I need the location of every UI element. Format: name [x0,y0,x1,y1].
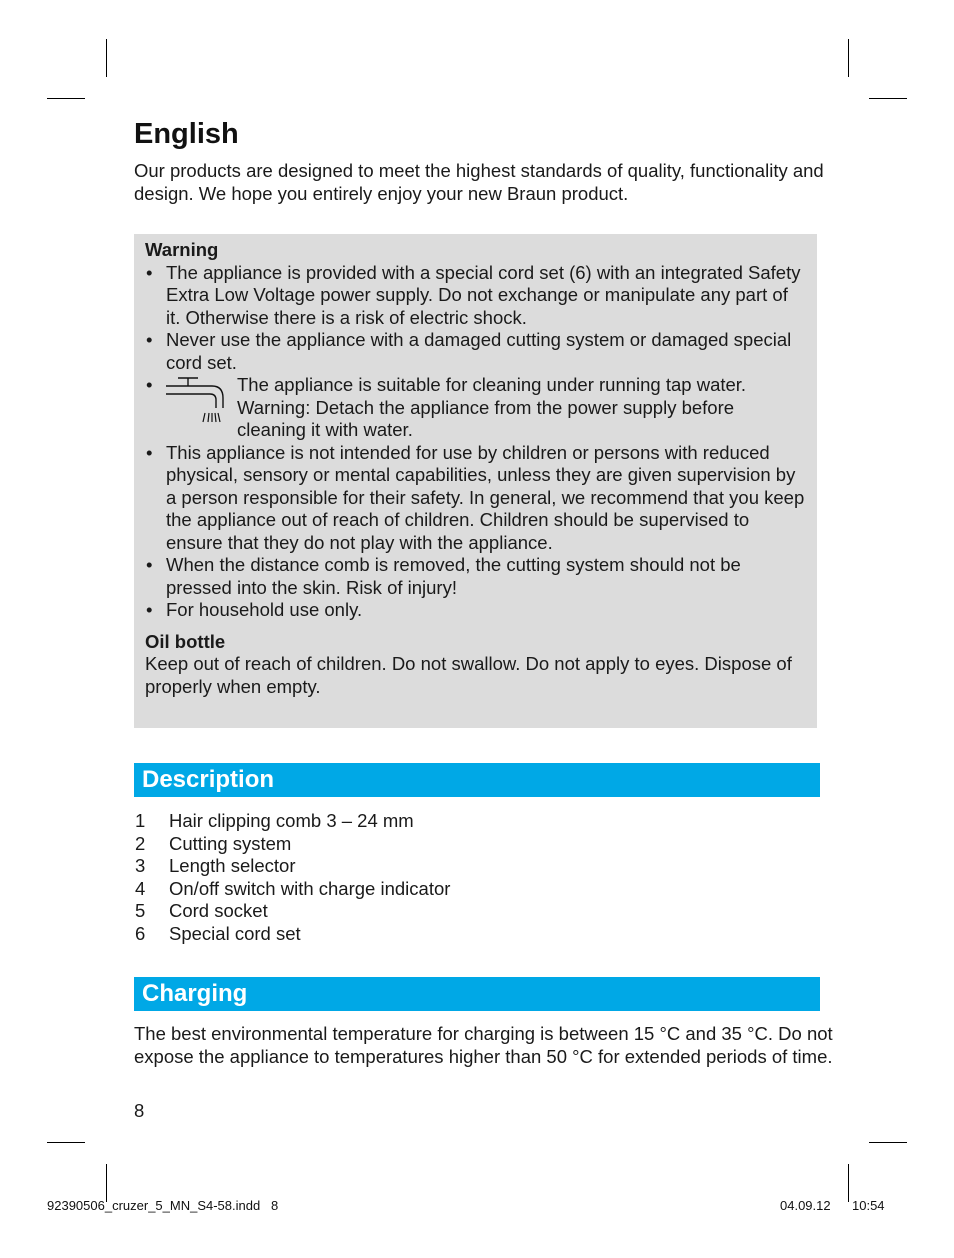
bullet: • [146,599,153,620]
item-number: 2 [135,832,146,854]
crop-mark-bottom-right-vertical [848,1164,849,1202]
oil-bottle-heading: Oil bottle [145,630,226,652]
item-label: Hair clipping comb 3 – 24 mm [169,810,414,831]
warning-item [145,554,807,599]
bullet: • [146,554,153,575]
warning-item-text: This appliance is not intended for use by children or persons with reduced physical, sensory or mental capabilities, unless they are given supervision by a person responsible for their safety. In general, we recommend that you keep the appliance out of reach of children. Children should be supervised to ensure that they do not play with the appliance. [166,441,805,553]
crop-mark-top-left-horizontal [47,98,85,99]
item-label: On/off switch with charge indicator [169,877,451,899]
item-label: Special cord set [169,922,301,944]
crop-mark-bottom-right-horizontal [869,1142,907,1143]
item-number: 4 [135,877,146,899]
charging-heading: Charging [134,977,820,1011]
warning-item-text: The appliance is provided with a special cord set (6) with an integrated Safety Extra Low Voltage power supply. Do not exchange or manipulate any part of it. Otherwise there is a risk of electric shock. [166,261,801,328]
crop-mark-bottom-left-vertical [106,1164,107,1202]
footer-file-name: 92390506_cruzer_5_MN_S4-58.indd 8 [47,1198,279,1213]
bullet: • [146,374,153,395]
charging-text: The best environmental temperature for charging is between 15 °C and 35 °C. Do not expose the appliance to temperatures higher than 50 °C for extended periods of time. [134,1023,833,1067]
item-number: 5 [135,900,146,921]
warning-item-text: Never use the appliance with a damaged cutting system or damaged special cord set. [166,329,792,373]
bullet: • [146,441,153,463]
warning-item-text: The appliance is suitable for cleaning under running tap water. Warning: Detach the appliance from the power supply before cleaning it with water. [237,374,747,440]
footer-date: 04.09.12 [780,1198,831,1213]
warning-item [145,442,807,555]
bullet: • [146,261,153,283]
oil-bottle-text: Keep out of reach of children. Do not swallow. Do not apply to eyes. Dispose of properly when empty. [145,653,792,697]
item-number: 1 [135,810,146,831]
crop-mark-top-left-vertical [106,39,107,77]
page-number: 8 [134,1100,145,1121]
warning-box [134,234,817,728]
item-number: 3 [135,855,146,876]
warning-item-text: When the distance comb is removed, the cutting system should not be pressed into the skin. Risk of injury! [166,554,741,598]
bullet: • [146,329,153,350]
warning-item-text: For household use only. [166,599,363,620]
crop-mark-top-right-horizontal [869,98,907,99]
list-item [134,878,450,901]
item-label: Length selector [169,855,296,876]
running-tap-water-icon [166,376,224,424]
list-item [134,833,450,856]
list-item [134,923,450,946]
description-heading: Description [134,763,820,797]
warning-list [145,262,807,622]
page-title: English [134,118,239,150]
warning-heading: Warning [145,239,219,260]
list-item [134,810,450,833]
warning-item [145,262,807,330]
crop-mark-bottom-left-horizontal [47,1142,85,1143]
intro-paragraph: Our products are designed to meet the highest standards of quality, functionality and design. We hope you entirely enjoy your new Braun product. [134,160,824,204]
item-number: 6 [135,922,146,944]
crop-mark-top-right-vertical [848,39,849,77]
description-list [134,810,450,945]
list-item [134,855,450,878]
warning-item [145,329,807,374]
warning-item [145,599,807,622]
list-item [134,900,450,923]
footer-time: 10:54 [852,1198,885,1213]
item-label: Cutting system [169,832,292,854]
warning-item-tap-water [145,374,807,442]
item-label: Cord socket [169,900,268,921]
